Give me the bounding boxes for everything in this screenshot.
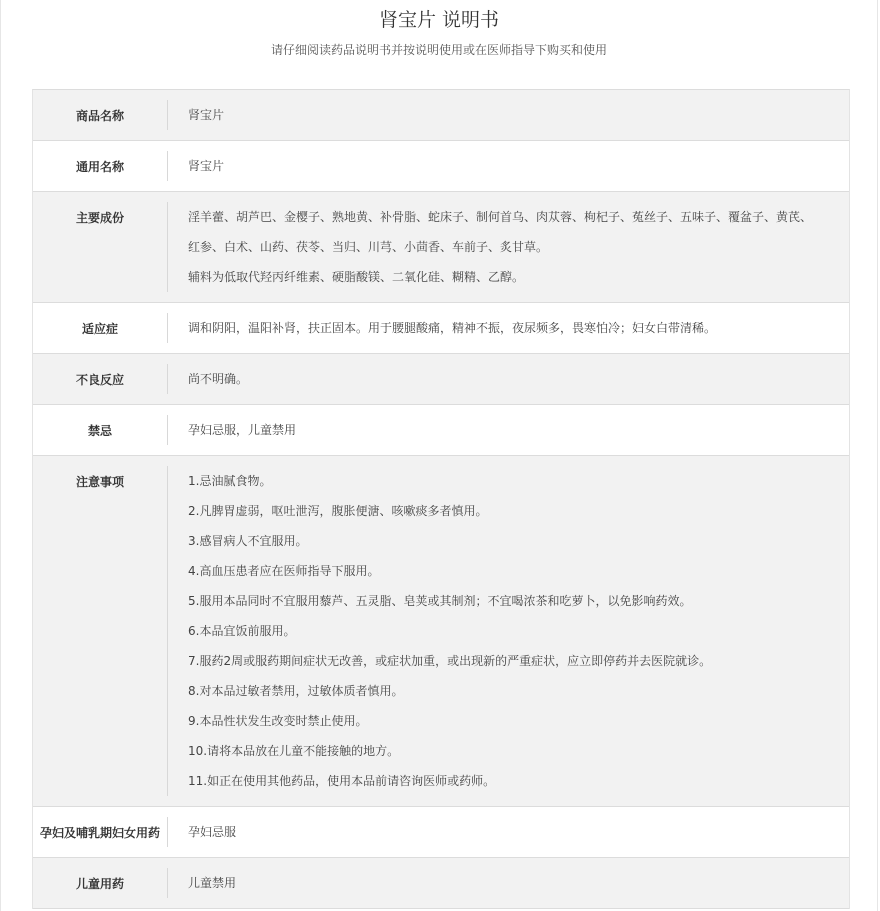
- page-subtitle: 请仔细阅读药品说明书并按说明使用或在医师指导下购买和使用: [270, 43, 607, 57]
- row-label: 通用名称: [75, 160, 124, 174]
- value-line: 淫羊藿、胡芦巴、金樱子、熟地黄、补骨脂、蛇床子、制何首乌、肉苁蓉、枸杞子、菟丝子、五味子、覆盆子、黄芪、: [188, 210, 813, 224]
- value-line: 1.忌油腻食物。: [188, 474, 272, 488]
- row-value: [168, 354, 849, 404]
- table-row-pregnancy: [33, 807, 849, 858]
- value-line: 7.服药2周或服药期间症状无改善，或症状加重，或出现新的严重症状，应立即停药并去医院就诊。: [188, 654, 712, 668]
- value-line: 10.请将本品放在儿童不能接触的地方。: [188, 744, 400, 758]
- table-row-adverse-reactions: [33, 354, 849, 405]
- row-label: 儿童用药: [75, 877, 124, 891]
- row-label: 商品名称: [75, 109, 124, 123]
- row-value: [168, 456, 849, 806]
- row-value: [168, 858, 849, 908]
- row-value: [168, 90, 849, 140]
- value-line: 4.高血压患者应在医师指导下服用。: [188, 564, 380, 578]
- value-line: 孕妇忌服: [188, 825, 237, 839]
- row-value: [168, 303, 849, 353]
- value-line: 辅料为低取代羟丙纤维素、硬脂酸镁、二氧化硅、糊精、乙醇。: [188, 270, 525, 284]
- table-row-ingredients: [33, 192, 849, 303]
- table-row-contraindications: [33, 405, 849, 456]
- value-line: 肾宝片: [188, 108, 225, 122]
- value-line: 8.对本品过敏者禁用，过敏体质者慎用。: [188, 684, 404, 698]
- value-line: 5.服用本品同时不宜服用藜芦、五灵脂、皂荚或其制剂；不宜喝浓茶和吃萝卜，以免影响药效。: [188, 594, 692, 608]
- value-line: 尚不明确。: [188, 372, 249, 386]
- table-row-precautions: [33, 456, 849, 807]
- value-line: 6.本品宜饭前服用。: [188, 624, 296, 638]
- value-line: 调和阴阳，温阳补肾，扶正固本。用于腰腿酸痛，精神不振，夜尿频多，畏寒怕冷；妇女白带清稀。: [188, 321, 717, 335]
- row-label: 孕妇及哺乳期妇女用药: [39, 826, 160, 840]
- table-row-indications: [33, 303, 849, 354]
- value-line: 11.如正在使用其他药品，使用本品前请咨询医师或药师。: [188, 774, 496, 788]
- value-line: 红参、白术、山药、茯苓、当归、川芎、小茴香、车前子、炙甘草。: [188, 240, 549, 254]
- instruction-table: [32, 89, 850, 909]
- table-row-generic-name: [33, 141, 849, 192]
- row-value: [168, 405, 849, 455]
- value-line: 孕妇忌服，儿童禁用: [188, 423, 297, 437]
- row-label: 主要成份: [75, 211, 124, 225]
- value-line: 儿童禁用: [188, 876, 237, 890]
- value-line: 9.本品性状发生改变时禁止使用。: [188, 714, 368, 728]
- value-line: 2.凡脾胃虚弱，呕吐泄泻，腹胀便溏、咳嗽痰多者慎用。: [188, 504, 488, 518]
- page-title: 肾宝片 说明书: [378, 9, 500, 31]
- value-line: 3.感冒病人不宜服用。: [188, 534, 308, 548]
- row-label: 注意事项: [75, 475, 124, 489]
- row-value: [168, 807, 849, 857]
- row-label: 适应症: [81, 322, 118, 336]
- table-row-product-name: [33, 90, 849, 141]
- row-value: [168, 141, 849, 191]
- value-line: 肾宝片: [188, 159, 225, 173]
- table-row-pediatric: [33, 858, 849, 909]
- row-value: [168, 192, 849, 302]
- row-label: 不良反应: [75, 373, 124, 387]
- row-label: 禁忌: [87, 424, 112, 438]
